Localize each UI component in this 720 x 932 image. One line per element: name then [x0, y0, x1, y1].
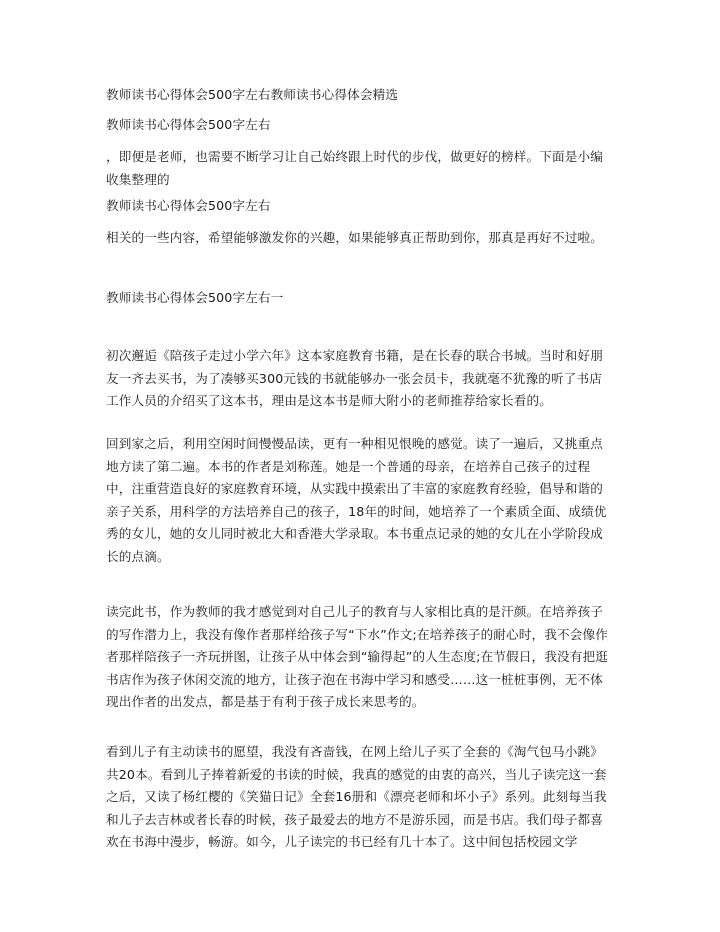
body-paragraph-2: 回到家之后，利用空闲时间慢慢品读，更有一种相见恨晚的感觉。读了一遍后，又挑重点地方读了第二遍。本书的作者是刘称莲。她是一个普通的母亲，在培养自己孩子的过程中，注重营造良好的家庭教育环境，从实践中摸索出了丰富的家庭教育经验，倡导和谐的亲子关系，用科学的方法培养自己的孩子，18年的时间，她培养了一个素质全面、成绩优秀的女儿，她的女儿同时被北大和香港大学录取。本书重点记录的她的女儿在小学阶段成长的点滴。 [106, 436, 607, 564]
heading-1: 教师读书心得体会500字左右 [106, 117, 271, 132]
body-paragraph-4: 看到儿子有主动读书的愿望，我没有吝啬钱，在网上给儿子买了全套的《淘气包马小跳》共20本。看到儿子捧着新爱的书读的时候，我真的感觉的由衷的高兴，当儿子读完这一套之后，又读了杨红樱的《笑猫日记》全套16册和《漂亮老师和坏小子》系列。此刻每当我和儿子去吉林或者长春的时候，孩子最爱去的地方不是游乐园，而是书店。我们母子都喜欢在书海中漫步，畅游。如今，儿子读完的书已经有几十本了。这中间包括校园文学 [106, 744, 607, 849]
body-paragraph-1: 初次邂逅《陪孩子走过小学六年》这本家庭教育书籍，是在长春的联合书城。当时和好朋友一齐去买书，为了凑够买300元钱的书就能够办一张会员卡，我就毫不犹豫的听了书店工作人员的介绍买了这本书，理由是这本书是师大附小的老师推荐给家长看的。 [106, 348, 604, 408]
body-paragraph-3: 读完此书，作为教师的我才感觉到对自己儿子的教育与人家相比真的是汗颜。在培养孩子的写作潜力上，我没有像作者那样给孩子写“下水”作文;在培养孩子的耐心时，我不会像作者那样陪孩子一齐玩拼图，让孩子从中体会到“输得起”的人生态度;在节假日，我没有把逛书店作为孩子休闲交流的地方，让孩子泡在书海中学习和感受……这一桩桩事例，无不体现出作者的出发点，都是基于有利于孩子成长来思考的。 [106, 604, 609, 709]
intro-paragraph-2: 相关的一些内容，希望能够激发你的兴趣，如果能够真正帮助到你，那真是再好不过啦。 [106, 230, 604, 245]
heading-2: 教师读书心得体会500字左右 [106, 198, 271, 213]
intro-paragraph-1: ，即便是老师，也需要不断学习让自己始终跟上时代的步伐，做更好的榜样。下面是小编收集整理的 [106, 149, 604, 187]
section-heading: 教师读书心得体会500字左右一 [106, 290, 284, 305]
document-title: 教师读书心得体会500字左右教师读书心得体会精选 [106, 87, 399, 102]
